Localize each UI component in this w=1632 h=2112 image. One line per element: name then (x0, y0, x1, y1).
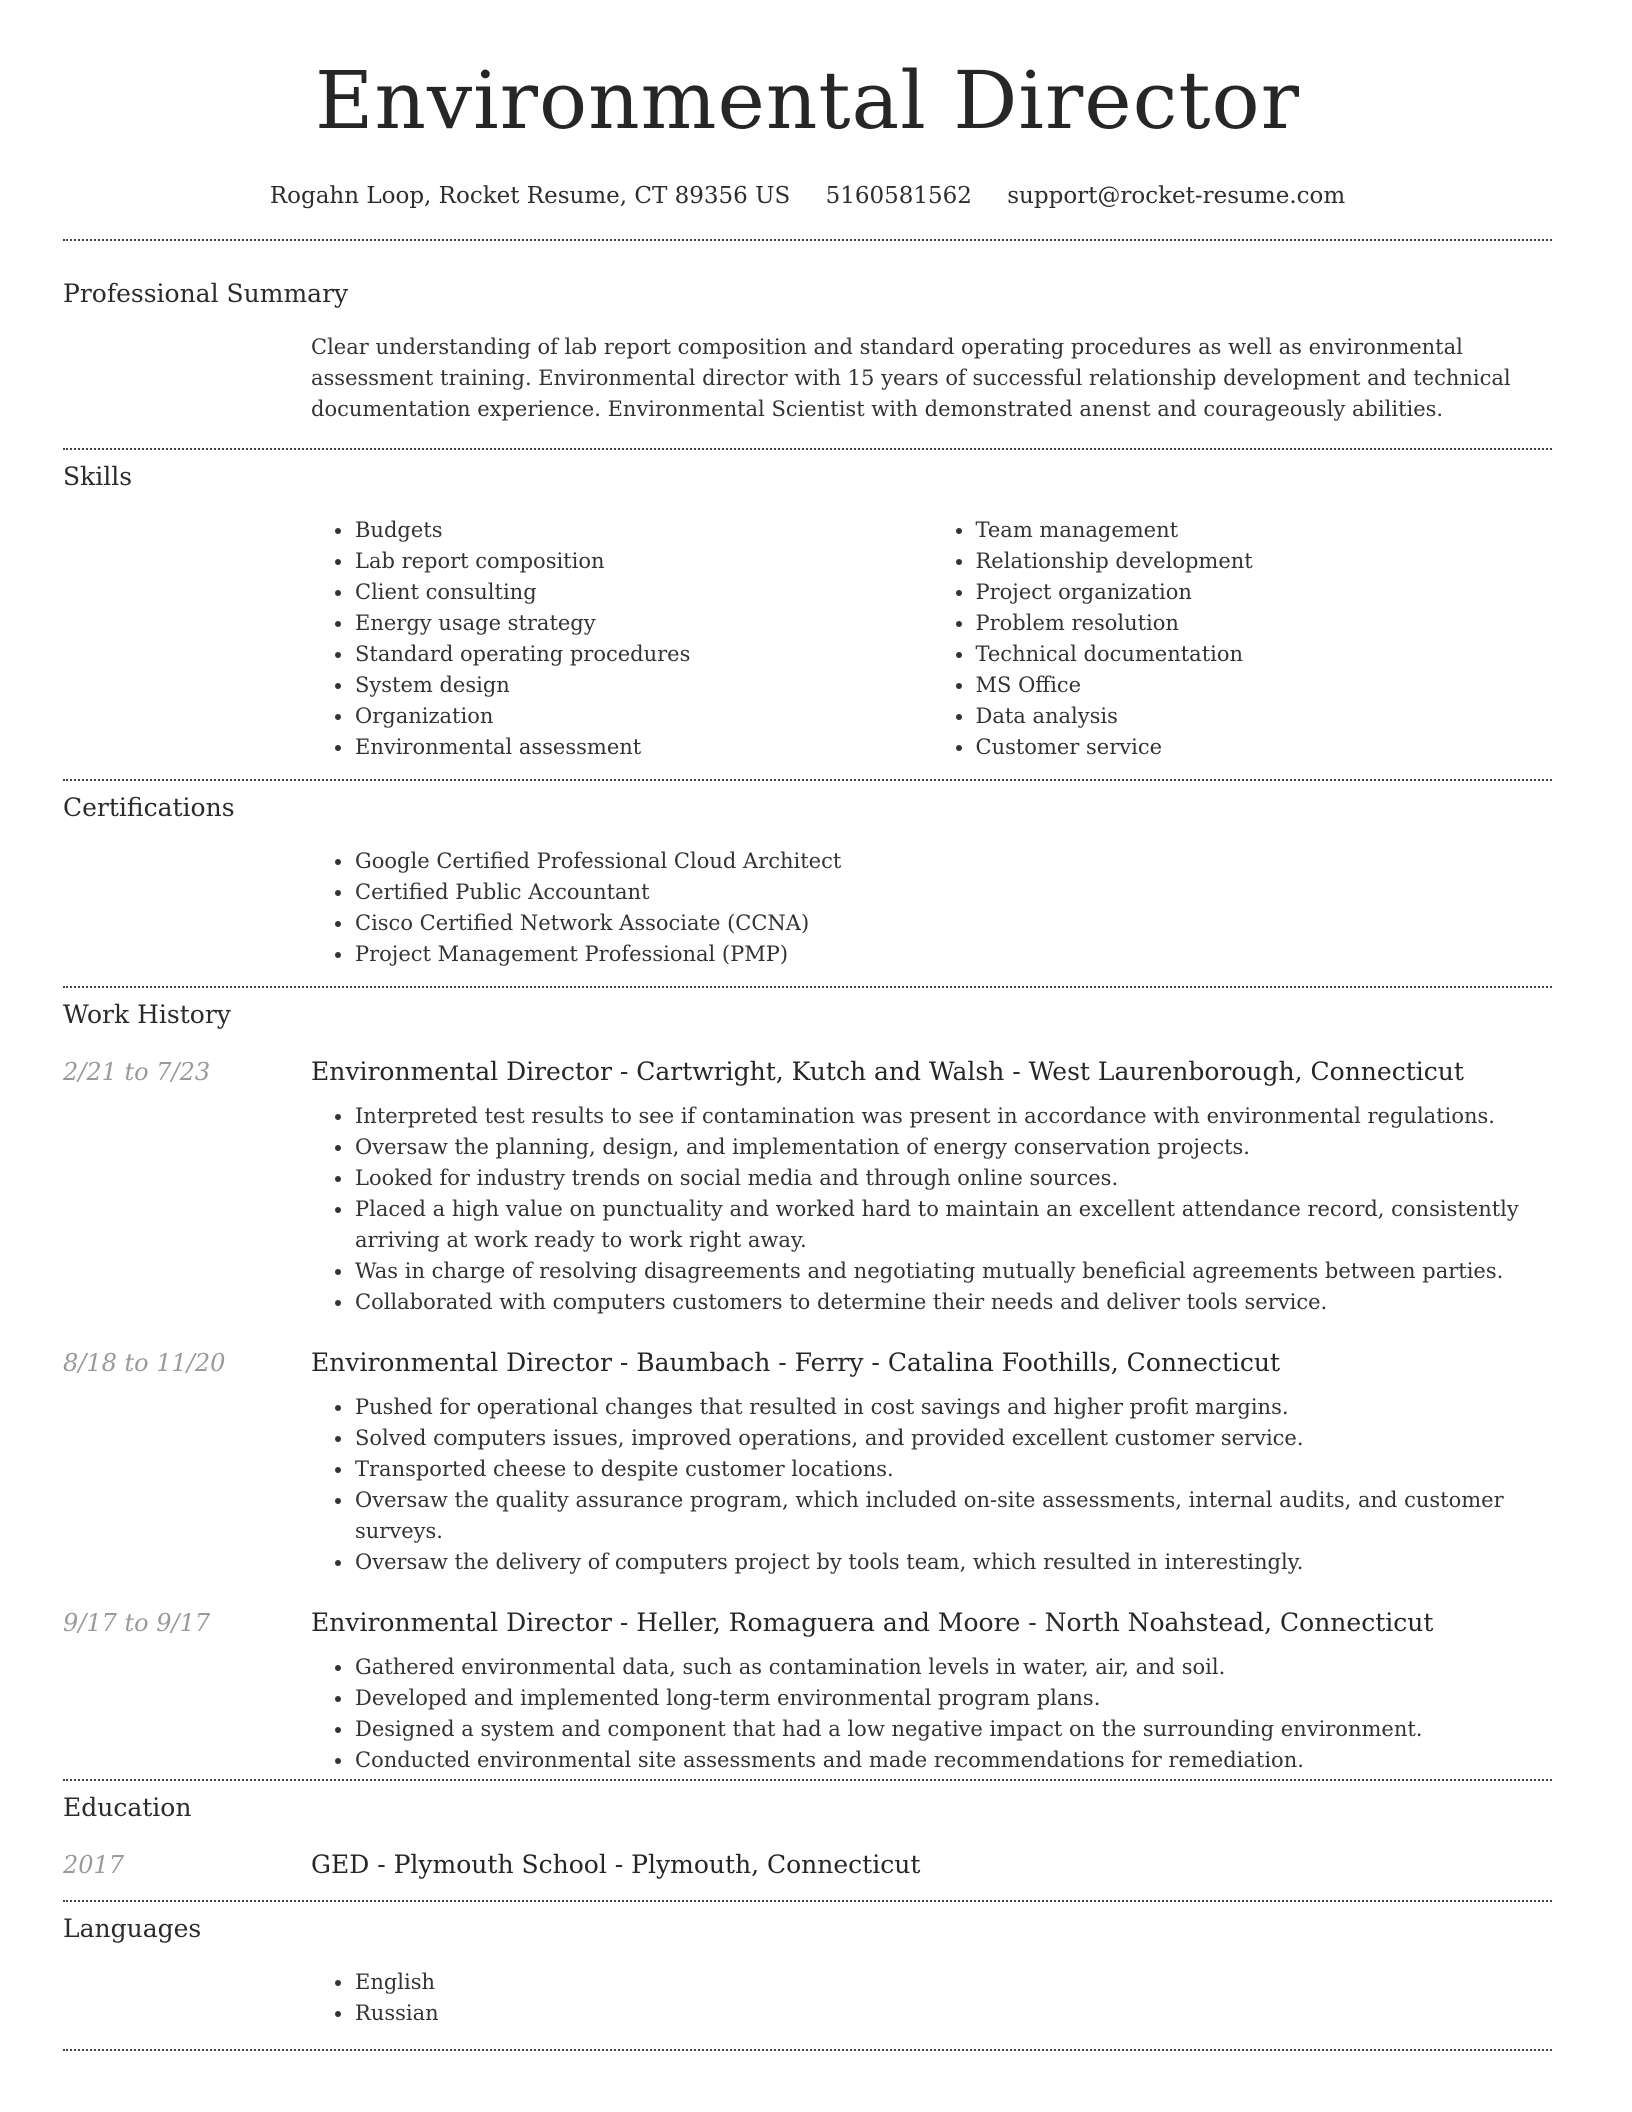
job-header (63, 1347, 1552, 1379)
job-duty: • Conducted environmental site assessments and made recommendations for remediation. (354, 1745, 1552, 1776)
job-title: Environmental Director - Heller, Romaguera and Moore - North Noahstead, Connecticut (311, 1608, 1434, 1637)
skill-item: • Relationship development (975, 546, 1553, 577)
summary-section (63, 241, 1552, 448)
resume-header (63, 0, 1552, 209)
job-duty: • Developed and implemented long-term environmental program plans. (354, 1683, 1552, 1714)
education-heading: Education (63, 1793, 192, 1822)
job-duty: • Designed a system and component that had a low negative impact on the surrounding environment. (354, 1714, 1552, 1745)
skill-item: • System design (354, 670, 932, 701)
job-bullets (311, 1652, 1552, 1776)
skills-list-right (932, 515, 1553, 763)
work-history-heading: Work History (63, 1000, 231, 1029)
skills-section (63, 450, 1552, 779)
certification-item: • Google Certified Professional Cloud Architect (354, 846, 1552, 877)
skills-grid (311, 515, 1552, 763)
skills-heading: Skills (63, 462, 133, 491)
job-bullets (311, 1392, 1552, 1578)
certifications-list (311, 846, 1552, 970)
language-item: • English (354, 1967, 1552, 1998)
skill-item: • Environmental assessment (354, 732, 932, 763)
languages-divider (63, 2049, 1552, 2051)
certifications-heading: Certifications (63, 793, 235, 822)
job-duty: • Oversaw the delivery of computers project by tools team, which resulted in interestingly. (354, 1547, 1552, 1578)
work-history-section (63, 988, 1552, 1779)
job-duty: • Gathered environmental data, such as contamination levels in water, air, and soil. (354, 1652, 1552, 1683)
certifications-section (63, 781, 1552, 986)
skill-item: • Client consulting (354, 577, 932, 608)
job-duty: • Looked for industry trends on social media and through online sources. (354, 1163, 1552, 1194)
job-duty: • Collaborated with computers customers to determine their needs and deliver tools service. (354, 1287, 1552, 1318)
job-date: 9/17 to 9/17 (63, 1609, 211, 1637)
languages-body (311, 1967, 1552, 2029)
certification-item: • Cisco Certified Network Associate (CCNA) (354, 908, 1552, 939)
skill-item: • Energy usage strategy (354, 608, 932, 639)
job-duty: • Oversaw the quality assurance program, which included on-site assessments, internal audits, and customer surveys. (354, 1485, 1552, 1547)
job-duties-list (311, 1652, 1552, 1776)
skill-item: • Project organization (975, 577, 1553, 608)
skill-item: • Technical documentation (975, 639, 1553, 670)
languages-heading: Languages (63, 1914, 202, 1943)
education-section (63, 1781, 1552, 1900)
education-date: 2017 (63, 1851, 125, 1879)
job-duty: • Was in charge of resolving disagreements and negotiating mutually beneficial agreements between parties. (354, 1256, 1552, 1287)
job-entry (63, 1607, 1552, 1776)
skill-item: • MS Office (975, 670, 1553, 701)
job-header (63, 1607, 1552, 1639)
certification-item: • Project Management Professional (PMP) (354, 939, 1552, 970)
language-item: • Russian (354, 1998, 1552, 2029)
job-header (63, 1056, 1552, 1088)
skill-item: • Standard operating procedures (354, 639, 932, 670)
job-title: Environmental Director - Baumbach - Ferry - Catalina Foothills, Connecticut (311, 1348, 1281, 1377)
candidate-name: Environmental Director (315, 54, 1300, 147)
skill-item: • Data analysis (975, 701, 1553, 732)
skill-item: • Team management (975, 515, 1553, 546)
summary-text: Clear understanding of lab report composition and standard operating procedures as well as environmental assessment training. Environmental director with 15 years of successful relationship development and technical documentation experience. Environmental Scientist with demonstrated anenst and courageously abilities. (311, 335, 1511, 421)
job-duties-list (311, 1392, 1552, 1578)
job-duty: • Solved computers issues, improved operations, and provided excellent customer service. (354, 1423, 1552, 1454)
job-title: Environmental Director - Cartwright, Kutch and Walsh - West Laurenborough, Connecticut (311, 1057, 1464, 1086)
job-entry (63, 1056, 1552, 1318)
job-date: 8/18 to 11/20 (63, 1349, 226, 1377)
skill-item: • Organization (354, 701, 932, 732)
job-entry (63, 1347, 1552, 1578)
job-duties-list (311, 1101, 1552, 1318)
contact-email: support@rocket-resume.com (1007, 183, 1346, 209)
summary-heading: Professional Summary (63, 279, 349, 308)
job-duty: • Interpreted test results to see if contamination was present in accordance with environmental regulations. (354, 1101, 1552, 1132)
education-entry (63, 1849, 1552, 1881)
certification-item: • Certified Public Accountant (354, 877, 1552, 908)
skill-item: • Lab report composition (354, 546, 932, 577)
education-title: GED - Plymouth School - Plymouth, Connecticut (311, 1850, 921, 1879)
job-duty: • Placed a high value on punctuality and worked hard to maintain an excellent attendance record, consistently arriving at work ready to work right away. (354, 1194, 1552, 1256)
job-date: 2/21 to 7/23 (63, 1058, 211, 1086)
skill-item: • Problem resolution (975, 608, 1553, 639)
job-bullets (311, 1101, 1552, 1318)
contact-line (63, 181, 1552, 211)
languages-section (63, 1902, 1552, 2049)
job-duty: • Oversaw the planning, design, and implementation of energy conservation projects. (354, 1132, 1552, 1163)
job-duty: • Pushed for operational changes that resulted in cost savings and higher profit margins. (354, 1392, 1552, 1423)
contact-address: Rogahn Loop, Rocket Resume, CT 89356 US (269, 183, 791, 209)
contact-phone: 5160581562 (825, 183, 972, 209)
certifications-body (311, 846, 1552, 970)
skill-item: • Customer service (975, 732, 1553, 763)
job-duty: • Transported cheese to despite customer locations. (354, 1454, 1552, 1485)
languages-list (311, 1967, 1552, 2029)
skill-item: • Budgets (354, 515, 932, 546)
skills-list-left (311, 515, 932, 763)
